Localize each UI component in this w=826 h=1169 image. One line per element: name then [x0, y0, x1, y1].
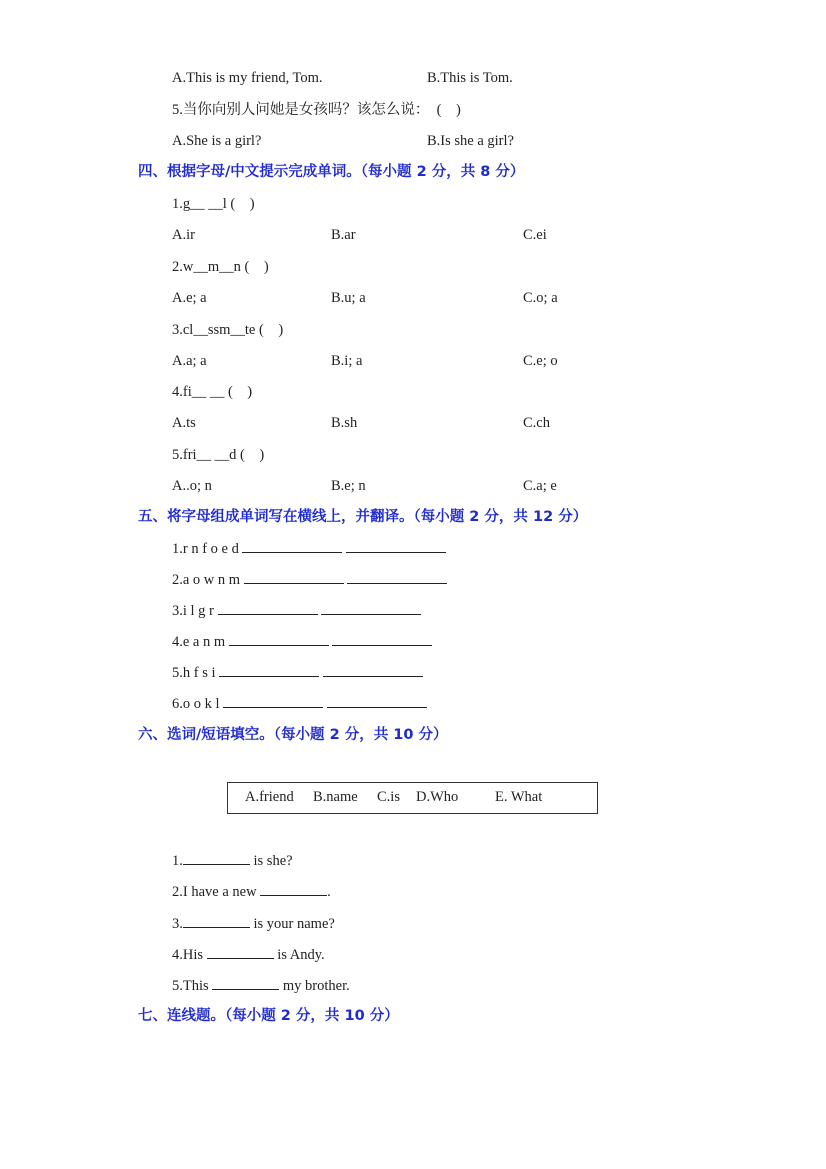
word-scramble-item: [172, 693, 427, 714]
word-scramble-item: [172, 538, 446, 559]
option-a: A.ts: [172, 415, 196, 432]
text-after: is Andy.: [273, 946, 325, 963]
word-bank-box: [227, 782, 598, 814]
word-bank-item: B.name: [313, 789, 358, 805]
text-before: 1.: [172, 853, 183, 869]
answer-blank[interactable]: [183, 913, 250, 928]
question-5: 5.当你向别人问她是女孩吗？该怎么说： ( ): [172, 102, 461, 118]
translation-blank[interactable]: [327, 693, 427, 708]
text-before: 4.His: [172, 946, 207, 963]
question-item: 3.cl__ssm__te ( ): [172, 321, 284, 338]
section-7-heading: 七、连线题。（每小题 2 分，共 10 分）: [138, 1008, 399, 1024]
answer-blank[interactable]: [219, 662, 319, 677]
translation-blank[interactable]: [347, 569, 447, 584]
letters: 5.h f s i: [172, 665, 216, 681]
letters: 3.i l g r: [172, 603, 214, 619]
option-c: C.a; e: [523, 478, 557, 495]
translation-blank[interactable]: [332, 631, 432, 646]
translation-blank[interactable]: [321, 600, 421, 615]
answer-blank[interactable]: [242, 538, 342, 553]
answer-blank[interactable]: [229, 631, 329, 646]
option-c: C.ei: [523, 227, 547, 243]
translation-blank[interactable]: [323, 662, 423, 677]
translation-blank[interactable]: [346, 538, 446, 553]
text-before: 3.: [172, 915, 183, 932]
fill-blank-item: [172, 913, 335, 934]
letters: 1.r n f o e d: [172, 541, 239, 557]
fill-blank-item: [172, 881, 331, 902]
word-scramble-item: [172, 600, 421, 621]
word-bank-item: E. What: [495, 789, 543, 805]
answer-blank[interactable]: [218, 600, 318, 615]
question-item: 1.g__ __l ( ): [172, 196, 255, 212]
question-item: 4.fi__ __ ( ): [172, 384, 253, 401]
question-item: 2.w__m__n ( ): [172, 258, 269, 275]
option-b: B.Is she a girl?: [427, 133, 514, 149]
text-after: .: [327, 884, 331, 901]
answer-blank[interactable]: [183, 850, 250, 865]
section-6-heading: 六、选词/短语填空。（每小题 2 分，共 10 分）: [138, 727, 448, 743]
section-5-heading: 五、将字母组成单词写在横线上，并翻译。（每小题 2 分，共 12 分）: [138, 509, 588, 525]
fill-blank-item: [172, 944, 325, 965]
question-item: 5.fri__ __d ( ): [172, 447, 265, 464]
option-c: C.ch: [523, 415, 550, 432]
letters: 2.a o w n m: [172, 572, 241, 588]
section-4-heading: 四、根据字母/中文提示完成单词。（每小题 2 分，共 8 分）: [138, 164, 525, 180]
word-scramble-item: [172, 569, 447, 590]
option-c: C.e; o: [523, 352, 558, 369]
answer-blank[interactable]: [207, 944, 274, 959]
word-scramble-item: [172, 631, 432, 652]
option-c: C.o; a: [523, 289, 558, 306]
option-a: A.She is a girl?: [172, 133, 262, 149]
fill-blank-item: [172, 850, 293, 871]
option-b: B.i; a: [331, 352, 363, 369]
text-before: 5.This: [172, 978, 213, 995]
option-a: A.ir: [172, 227, 195, 243]
text-after: is your name?: [249, 915, 335, 932]
option-a: A..o; n: [172, 478, 212, 495]
answer-blank[interactable]: [212, 975, 279, 990]
answer-blank[interactable]: [223, 693, 323, 708]
option-b: B.u; a: [331, 289, 366, 306]
option-a: A.e; a: [172, 289, 207, 306]
word-bank-item: A.friend: [245, 789, 294, 805]
option-b: B.This is Tom.: [427, 70, 513, 86]
word-bank-item: C.is: [377, 789, 400, 805]
option-b: B.ar: [331, 227, 356, 243]
option-a: A.This is my friend, Tom.: [172, 70, 323, 86]
answer-blank[interactable]: [244, 569, 344, 584]
option-b: B.sh: [331, 415, 358, 432]
option-a: A.a; a: [172, 352, 207, 369]
option-b: B.e; n: [331, 478, 366, 495]
answer-blank[interactable]: [260, 881, 327, 896]
text-after: is she?: [249, 853, 293, 869]
letters: 4.e a n m: [172, 634, 226, 650]
word-scramble-item: [172, 662, 423, 683]
letters: 6.o o k l: [172, 696, 220, 712]
text-after: my brother.: [279, 978, 350, 995]
text-before: 2.I have a new: [172, 884, 261, 901]
fill-blank-item: [172, 975, 350, 996]
word-bank-item: D.Who: [416, 789, 459, 805]
